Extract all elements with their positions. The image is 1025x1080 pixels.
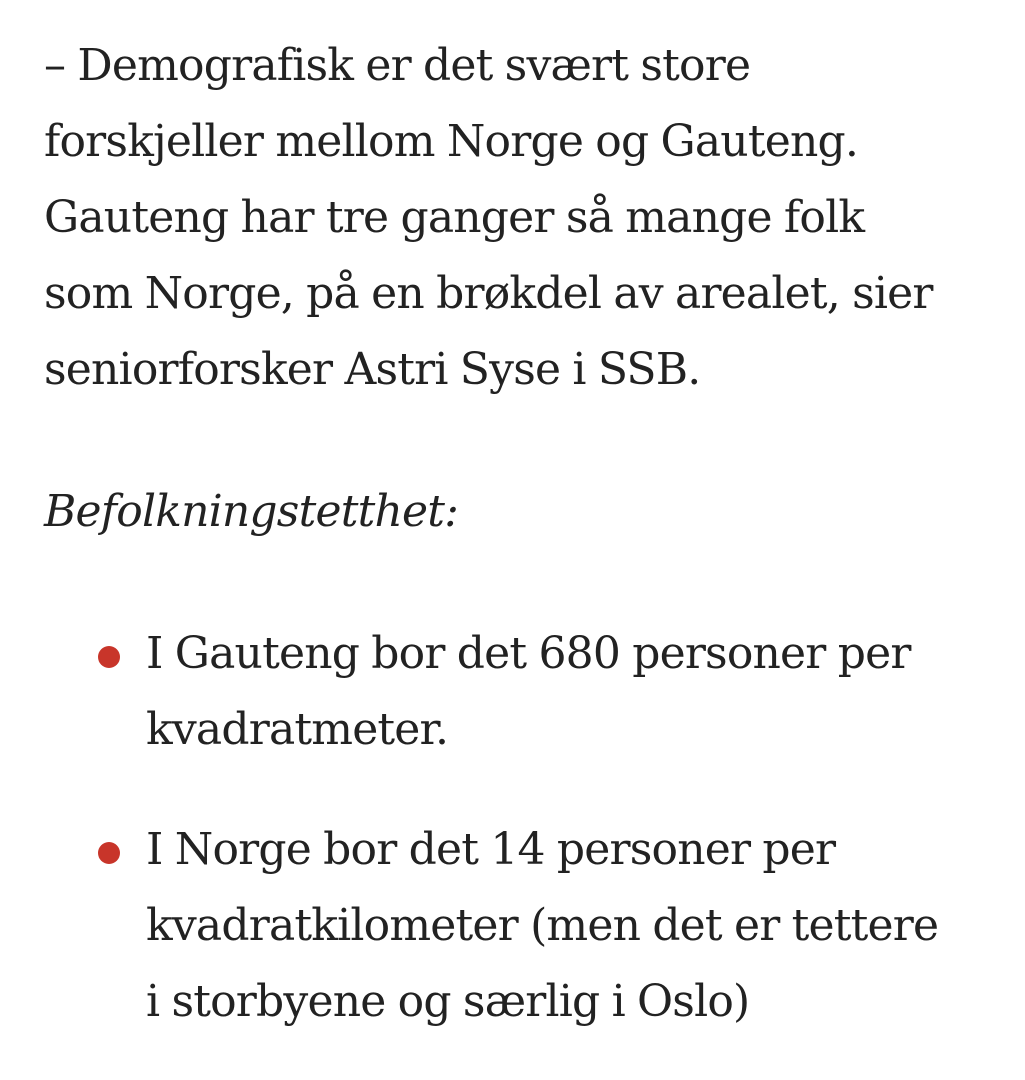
fact-text: I Norge bor det 14 personer per kvadratkilometer (men det er tettere i storbyene og særlig i Oslo) (146, 824, 939, 1027)
quote-paragraph: – Demografisk er det svært store forskjeller mellom Norge og Gauteng. Gauteng har tre ganger så mange folk som Norge, på en brøkdel av arealet, sier seniorforsker Astri Syse i SSB. (44, 40, 933, 395)
section-heading: Befolkningstetthet: (44, 486, 459, 537)
bullet-dot-icon (98, 842, 120, 864)
fact-text: I Gauteng bor det 680 personer per kvadratmeter. (146, 628, 911, 755)
article-body (44, 28, 1004, 1027)
bullet-dot-icon (98, 646, 120, 668)
